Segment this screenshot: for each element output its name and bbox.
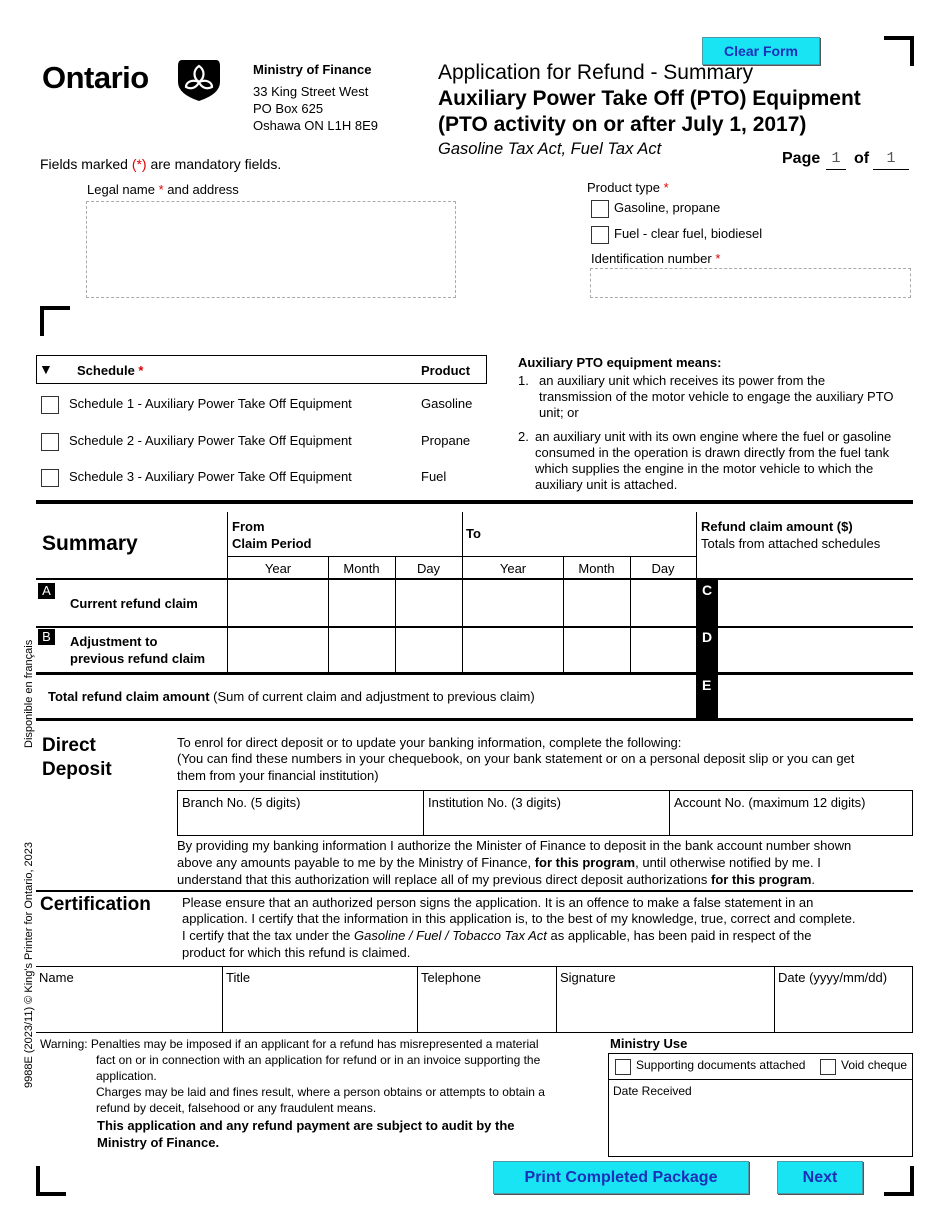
- product-fuel-label: Fuel - clear fuel, biodiesel: [614, 226, 763, 241]
- crop-mark-bottom-right: [884, 1166, 914, 1196]
- warning-line-4: Charges may be laid and fines result, where a person obtains or attempts to obtain a: [96, 1085, 545, 1099]
- to-day-header: Day: [651, 561, 675, 576]
- mandatory-note: [40, 156, 281, 172]
- pto-definition-title: Auxiliary PTO equipment means:: [518, 355, 722, 370]
- row-a-to-year-input[interactable]: [464, 581, 562, 625]
- from-day-header: Day: [416, 561, 441, 576]
- crop-mark-top-right: [884, 36, 914, 66]
- certification-text-3c: as applicable, has been paid in respect of the: [546, 928, 812, 943]
- warning-line-2: fact on or in connection with an application for refund or in an invoice supporting the: [96, 1053, 541, 1067]
- row-b-to-year-input[interactable]: [464, 629, 562, 671]
- name-label: Name: [39, 970, 74, 985]
- page-total-field[interactable]: 1: [873, 150, 909, 170]
- institution-number-label: Institution No. (3 digits): [428, 795, 561, 810]
- row-c-amount-input[interactable]: [719, 581, 912, 625]
- deposit-authorization-2b: for this program: [534, 855, 636, 870]
- summary-divider-refund: [696, 512, 697, 578]
- summary-title: Summary: [42, 532, 138, 555]
- direct-deposit-intro-1: To enrol for direct deposit or to update your banking information, complete the following:: [177, 735, 682, 750]
- identification-number-field[interactable]: [590, 268, 911, 298]
- crop-mark-bottom-left: [36, 1166, 66, 1196]
- address-line-1: 33 King Street West: [253, 84, 369, 99]
- schedule-1-label: Schedule 1 - Auxiliary Power Take Off Equipment: [69, 396, 352, 411]
- summary-row-a-top: [36, 578, 913, 580]
- form-number-copyright: 9988E (2023/11) © King's Printer for Ontario, 2023: [23, 841, 35, 1088]
- schedule-3-checkbox[interactable]: [41, 469, 59, 487]
- claim-period-label: Claim Period: [232, 536, 312, 551]
- schedule-2-checkbox[interactable]: [41, 433, 59, 451]
- total-refund-label-rest: (Sum of current claim and adjustment to previous claim): [209, 689, 535, 704]
- col-header-top: [228, 556, 696, 557]
- form-title: Application for Refund - Summary: [438, 61, 754, 84]
- address-line-2: PO Box 625: [253, 101, 324, 116]
- to-label: To: [466, 526, 481, 541]
- letter-b: B: [38, 629, 55, 645]
- certification-text-3a: I certify that the tax under the: [182, 928, 354, 943]
- product-header: Product: [421, 363, 471, 378]
- ministry-use-box: [608, 1053, 913, 1157]
- refund-amount-label: Refund claim amount ($): [701, 519, 853, 534]
- row-b-to-day-input[interactable]: [631, 629, 695, 671]
- ontario-logo: [42, 58, 227, 104]
- letter-c: C: [702, 582, 713, 598]
- crop-mark-upper-left: [40, 306, 70, 336]
- schedule-1-product: Gasoline: [421, 396, 473, 411]
- to-month-header: Month: [578, 561, 615, 576]
- telephone-field[interactable]: [417, 966, 557, 1033]
- refund-letters-column: [696, 578, 718, 721]
- direct-deposit-intro-3: them from your financial institution): [177, 768, 379, 783]
- summary-divider-to: [462, 512, 463, 672]
- audit-notice-2: Ministry of Finance.: [97, 1135, 220, 1150]
- identification-number-label: [591, 251, 720, 267]
- date-received-divider: [609, 1079, 912, 1080]
- institution-number-field[interactable]: [423, 790, 670, 836]
- summary-divider-from: [227, 512, 228, 672]
- print-completed-package-button[interactable]: Print Completed Package: [493, 1161, 749, 1194]
- next-button[interactable]: Next: [777, 1161, 863, 1194]
- ministry-use-title: Ministry Use: [610, 1036, 688, 1051]
- warning-line-3: application.: [96, 1069, 157, 1083]
- product-type-text: Product type: [587, 180, 660, 195]
- section-divider: [36, 500, 913, 504]
- adjustment-label-2: previous refund claim: [70, 651, 206, 666]
- row-e-total-amount[interactable]: [719, 676, 912, 717]
- supporting-documents-checkbox[interactable]: [615, 1059, 631, 1075]
- page-label: Page: [782, 150, 821, 167]
- letter-e: E: [702, 677, 712, 693]
- name-field[interactable]: [36, 966, 223, 1033]
- schedule-header[interactable]: [36, 355, 487, 384]
- summary-row-total-top: [36, 672, 913, 675]
- mandatory-note-prefix: Fields marked: [40, 156, 132, 172]
- ministry-name: Ministry of Finance: [253, 62, 372, 77]
- deposit-authorization-2c: , until otherwise notified by me. I: [635, 855, 821, 870]
- signature-label: Signature: [560, 970, 616, 985]
- refund-amount-sublabel: Totals from attached schedules: [701, 536, 881, 551]
- address-line-3: Oshawa ON L1H 8E9: [253, 118, 379, 133]
- supporting-documents-label: Supporting documents attached: [636, 1058, 806, 1072]
- certification-text-4: product for which this refund is claimed.: [182, 945, 411, 960]
- certification-title: Certification: [40, 894, 151, 915]
- schedule-2-label: Schedule 2 - Auxiliary Power Take Off Equipment: [69, 433, 352, 448]
- total-refund-label-bold: Total refund claim amount: [48, 689, 210, 704]
- schedule-2-product: Propane: [421, 433, 471, 448]
- required-star: *: [158, 182, 164, 197]
- row-a-from-month-input[interactable]: [329, 581, 394, 625]
- deposit-authorization-1: By providing my banking information I authorize the Minister of Finance to deposit in the bank account number shown: [177, 838, 852, 853]
- certification-text-1: Please ensure that an authorized person signs the application. It is an offence to make a false statement in an: [182, 895, 814, 910]
- schedule-dropdown-arrow-icon[interactable]: ▼: [39, 361, 53, 377]
- required-star: *: [663, 180, 669, 195]
- row-a-to-day-input[interactable]: [631, 581, 695, 625]
- mandatory-note-suffix: are mandatory fields.: [146, 156, 282, 172]
- identification-number-text: Identification number: [591, 251, 712, 266]
- row-b-from-month-input[interactable]: [329, 629, 394, 671]
- pto-definition-item-1: an auxiliary unit which receives its power from the transmission of the motor vehicle to engage the auxiliary PTO unit; or: [539, 373, 894, 420]
- void-cheque-checkbox[interactable]: [820, 1059, 836, 1075]
- row-a-to-month-input[interactable]: [564, 581, 629, 625]
- row-b-from-day-input[interactable]: [396, 629, 461, 671]
- total-refund-label: [48, 689, 535, 705]
- row-b-from-year-input[interactable]: [229, 629, 327, 671]
- void-cheque-label: Void cheque: [841, 1058, 908, 1072]
- branch-number-field[interactable]: [177, 790, 424, 836]
- direct-deposit-title-1: Direct: [42, 735, 96, 756]
- legal-name-text: Legal name: [87, 182, 155, 197]
- title-label: Title: [226, 970, 251, 985]
- row-a-from-year-input[interactable]: [229, 581, 327, 625]
- to-year-header: Year: [499, 561, 527, 576]
- of-label: of: [854, 150, 870, 167]
- row-b-to-month-input[interactable]: [564, 629, 629, 671]
- logo-text: Ontario: [42, 60, 149, 95]
- from-label: From: [232, 519, 265, 534]
- product-type-label: [587, 180, 669, 196]
- required-star: *: [715, 251, 721, 266]
- warning-line-1: Warning: Penalties may be imposed if an applicant for a refund has misrepresented a material: [40, 1037, 539, 1051]
- account-number-label: Account No. (maximum 12 digits): [674, 795, 866, 810]
- page-number-field[interactable]: 1: [826, 150, 846, 170]
- row-d-amount-input[interactable]: [719, 629, 912, 671]
- telephone-label: Telephone: [421, 970, 481, 985]
- deposit-authorization-2: [177, 855, 821, 871]
- date-field[interactable]: [774, 966, 913, 1033]
- letter-d: D: [702, 629, 713, 645]
- pto-definition-item-2-num: 2.: [518, 429, 529, 444]
- row-a-from-day-input[interactable]: [396, 581, 461, 625]
- schedule-3-label: Schedule 3 - Auxiliary Power Take Off Equipment: [69, 469, 352, 484]
- summary-row-b-top: [36, 626, 913, 628]
- title-field[interactable]: [222, 966, 418, 1033]
- direct-deposit-title-2: Deposit: [42, 759, 112, 780]
- pto-definition-item-1-num: 1.: [518, 373, 529, 388]
- certification-text-2: application. I certify that the information in this application is, to the best of my knowledge, true, correct and complete.: [182, 911, 856, 926]
- date-label: Date (yyyy/mm/dd): [778, 970, 888, 985]
- adjustment-label-1: Adjustment to: [70, 634, 158, 649]
- legal-name-label: [87, 182, 239, 198]
- audit-notice-1: This application and any refund payment are subject to audit by the: [97, 1118, 515, 1133]
- legal-name-address-field[interactable]: [86, 201, 456, 298]
- warning-text: [40, 1036, 590, 1116]
- product-gasoline-label: Gasoline, propane: [614, 200, 721, 215]
- certification-divider: [36, 890, 913, 892]
- french-availability-note: Disponible en français: [23, 639, 35, 748]
- legal-name-suffix: and address: [163, 182, 239, 197]
- letter-a: A: [38, 583, 55, 599]
- schedule-header-text: Schedule: [77, 363, 135, 378]
- product-gasoline-checkbox[interactable]: [591, 200, 609, 218]
- current-refund-claim-label: Current refund claim: [70, 596, 198, 611]
- trillium-icon: [176, 56, 222, 102]
- direct-deposit-intro-2: (You can find these numbers in your chequebook, on your bank statement or on a personal deposit slip or you can get: [177, 751, 855, 766]
- deposit-authorization-3: [177, 872, 815, 888]
- pto-definition-item-2: an auxiliary unit with its own engine where the fuel or gasoline consumed in the operation is drawn directly from the fuel tank which supplies the engine in the motor vehicle to which the auxiliary unit is attached.: [535, 429, 892, 492]
- account-number-field[interactable]: [669, 790, 913, 836]
- certification-text-3: [182, 928, 811, 944]
- deposit-authorization-3a: understand that this authorization will replace all of my previous direct deposit authorizations: [177, 872, 712, 887]
- summary-row-total-bottom: [36, 718, 913, 721]
- from-year-header: Year: [264, 561, 292, 576]
- warning-line-5: refund by deceit, falsehood or any fraudulent means.: [96, 1101, 377, 1115]
- date-received-label: Date Received: [613, 1084, 692, 1098]
- deposit-authorization-3c: .: [811, 872, 816, 887]
- clear-form-button[interactable]: Clear Form: [702, 37, 820, 65]
- branch-number-label: Branch No. (5 digits): [182, 795, 301, 810]
- schedule-3-product: Fuel: [421, 469, 447, 484]
- deposit-authorization-2a: above any amounts payable to me by the Ministry of Finance,: [177, 855, 535, 870]
- from-month-header: Month: [343, 561, 380, 576]
- deposit-authorization-3b: for this program: [711, 872, 812, 887]
- required-star: *: [138, 363, 144, 378]
- product-fuel-checkbox[interactable]: [591, 226, 609, 244]
- schedule-1-checkbox[interactable]: [41, 396, 59, 414]
- schedule-header-label: [77, 363, 143, 379]
- mandatory-marker: (*): [131, 156, 147, 172]
- signature-field[interactable]: [556, 966, 775, 1033]
- form-subtitle: Gasoline Tax Act, Fuel Tax Act: [438, 140, 662, 158]
- certification-act-name: Gasoline / Fuel / Tobacco Tax Act: [353, 928, 547, 943]
- form-title-line-2: Auxiliary Power Take Off (PTO) Equipment: [438, 87, 861, 110]
- form-title-line-3: (PTO activity on or after July 1, 2017): [438, 113, 807, 136]
